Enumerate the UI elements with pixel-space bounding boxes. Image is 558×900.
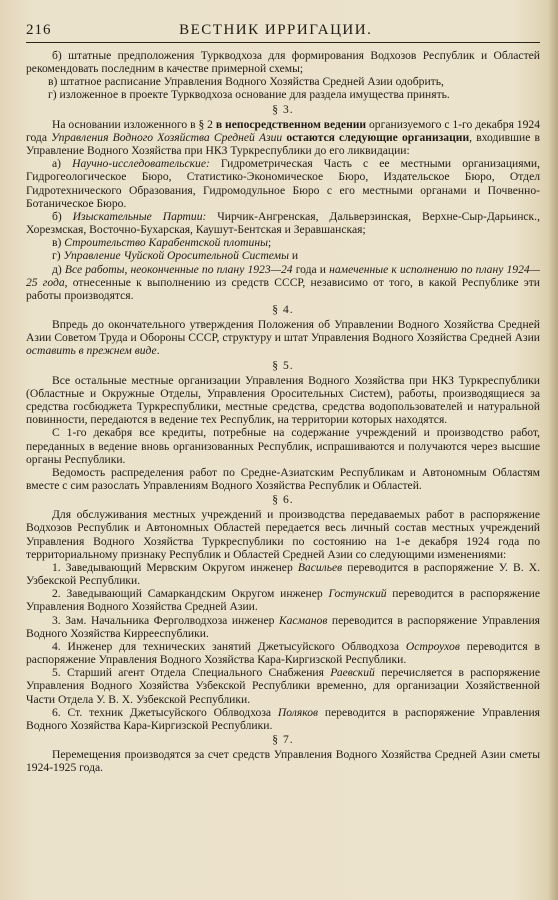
section-6-item-4 (26, 640, 540, 666)
person-name: Васильев (297, 560, 343, 574)
page-number: 216 (26, 22, 52, 38)
item-text: Чирчик-Ангренская, Дальверзинская, Верхне-Сыр-Дарьинск., Хорезмская, Восточно-Бухарская, Каушут-Бентская и Зеравшанская; (26, 209, 540, 237)
item-text: 6. Ст. техник Джетысуйского Облводхоза (52, 705, 278, 719)
person-name: Поляков (277, 705, 319, 719)
item-text: 5. Старший агент Отдела Специального Снабжения (52, 666, 331, 680)
section-3-item-b (26, 210, 540, 236)
item-label: д) (52, 262, 65, 276)
item-text: 2. Заведывающий Самаркандским Округом инженер (52, 587, 329, 601)
section-5-paragraph-3: Ведомость распределения работ по Средне-Азиатским Республикам и Автономным Областям вместе с сим разослать Управлениям Водного Хозяйства Республик и Областей. (26, 465, 540, 492)
person-name: Касманов (278, 613, 328, 627)
item-text: года и (292, 262, 330, 276)
section-6-intro: Для обслуживания местных учреждений и производства передаваемых работ в распоряжение Водхозов Республик и Автономных Областей передается весь личный состав местных учреждений Управления Водного Хозяйства Туркреспублики по состоянию на 1-е декабря 1924 года по территориальному признаку Республик и Областей Средней Азии со следующими изменениями: (26, 508, 540, 561)
item-heading: Управление Чуйской Оросительной Системы (63, 249, 289, 263)
s3-bold-text: остаются следующие организации (282, 130, 470, 144)
item-heading: Все работы, неоконченные по плану 1923—24 (64, 262, 293, 276)
section-7-paragraph: Перемещения производятся за счет средств Управления Водного Хозяйства Средней Азии сметы 1924-1925 года. (26, 748, 540, 775)
person-name: Раевский (330, 666, 375, 680)
s4-text: Впредь до окончательного утверждения Положения об Управлении Водного Хозяйства Средней Азии Советом Труда и Обороны СССР, структуру и штат Управления Водного Хозяйства Средней Азии (26, 318, 540, 345)
section-6-item-5 (26, 666, 540, 705)
item-label: б) (52, 209, 73, 223)
item-text: переводится в распоряжение Управления Водного Хозяйства Кара-Киргизской Республики. (26, 639, 540, 667)
item-text: 3. Зам. Начальника Ферголводхоза инженер (52, 613, 279, 627)
item-text: переводится в распоряжение Управления Водного Хозяйства Киррееспублики. (26, 613, 540, 640)
item-label: а) (52, 157, 73, 171)
section-5-paragraph-1: Все остальные местные организации Управления Водного Хозяйства при НКЗ Туркреспублики (Областные и Окружные Отделы, Управления Оросительных Систем), работы, производящиеся за средства госбюджета Туркреспублики, местные средства, средства водопользователей и натуральной повинности, передаются в ведение тех Республик, на территории которых находятся. (26, 373, 540, 427)
section-5-title: § 5. (272, 358, 294, 372)
section-5-paragraph-2: С 1-го декабря все кредиты, потребные на содержание учреждений и производство работ, переданных в ведение вновь организованных Республик, испрашиваются и получаются через высшие органы Республики. (26, 426, 540, 466)
section-3-title: § 3. (272, 102, 294, 116)
item-text: ; (267, 236, 272, 250)
section-3-item-d (26, 263, 540, 302)
section-3-item-v (26, 236, 540, 249)
s4-text: . (156, 344, 160, 358)
page-header (26, 22, 540, 43)
section-6-title: § 6. (272, 493, 294, 507)
item-text: и (288, 249, 299, 263)
intro-item-g: г) изложенное в проекте Туркводхоза основание для раздела имущества принять. (48, 88, 450, 102)
item-text: переводится в распоряжение Управления Водного Хозяйства Средней Азии. (26, 587, 540, 614)
item-text: 4. Инженер для технических занятий Джетысуйского Облводхоза (52, 639, 406, 653)
item-heading: намеченные к исполнению по плану 1924—25 года (26, 262, 540, 289)
section-3-paragraph (26, 118, 540, 157)
section-6-item-1 (26, 561, 540, 587)
s3-text: , входившие в Управление Водного Хозяйства при НКЗ Туркреспублики до его ликвидации: (26, 130, 540, 158)
intro-item-b: б) штатные предположения Туркводхоза для формирования Водхозов Республик и Областей рекомендовать последним в качестве примерной схемы; (26, 49, 540, 76)
item-text: переводится в распоряжение Управления Водного Хозяйства Кара-Киргизской Республики. (26, 705, 540, 732)
item-text: , отнесенные к выполнению из средств СССР, независимо от того, в какой Республике эти работы производятся. (26, 275, 540, 302)
section-3-item-a (26, 157, 540, 210)
section-3-item-g (26, 249, 540, 262)
document-body (26, 49, 540, 774)
person-name: Гостунский (328, 587, 387, 601)
item-heading: Строительство Карабентской плотины (64, 236, 268, 250)
s3-text: организуемого с 1-го декабря 1924 года (26, 117, 540, 144)
person-name: Остроухов (405, 639, 460, 653)
section-6-item-3 (26, 614, 540, 640)
item-text: 1. Заведывающий Мервским Округом инженер (52, 560, 298, 574)
journal-title: ВЕСТНИК ИРРИГАЦИИ. (179, 22, 373, 38)
s3-bold-text: в непосредственном ведении (215, 117, 367, 131)
section-4-title: § 4. (272, 302, 294, 316)
section-4-paragraph (26, 318, 540, 357)
section-6-item-6 (26, 706, 540, 732)
item-text: Гидрометрическая Часть с ее местными организациями, Гидрогеологическое Бюро, Статистико-Экономическое Бюро, Издательское Бюро, Отдел Гидротехнического Образования, Гидромодульное Бюро с его местными органами и Почвенно-Ботаническое Бюро. (26, 157, 541, 210)
item-heading: Изыскательные Партии: (72, 209, 207, 223)
page-edge-shadow (548, 0, 558, 900)
section-6-item-2 (26, 587, 540, 613)
item-text: перечисляется в распоряжение Управления Водного Хозяйства Узбекской Республики временно, для организации Хозяйственной Части Отдела У. В. Х. Узбекской Республики. (26, 666, 540, 706)
s3-italic-text: Управления Водного Хозяйства Средней Азии (51, 130, 283, 144)
s4-italic-text: оставить в прежнем виде (26, 344, 157, 358)
item-text: переводится в распоряжение У. В. Х. Узбекской Республики. (26, 560, 541, 588)
s3-text: На основании изложенного в § 2 (52, 117, 216, 131)
item-heading: Научно-исследовательские: (72, 157, 210, 171)
section-7-title: § 7. (272, 732, 294, 746)
item-label: в) (52, 236, 65, 250)
item-label: г) (52, 249, 64, 263)
intro-item-v: в) штатное расписание Управления Водного Хозяйства Средней Азии одобрить, (48, 75, 444, 89)
